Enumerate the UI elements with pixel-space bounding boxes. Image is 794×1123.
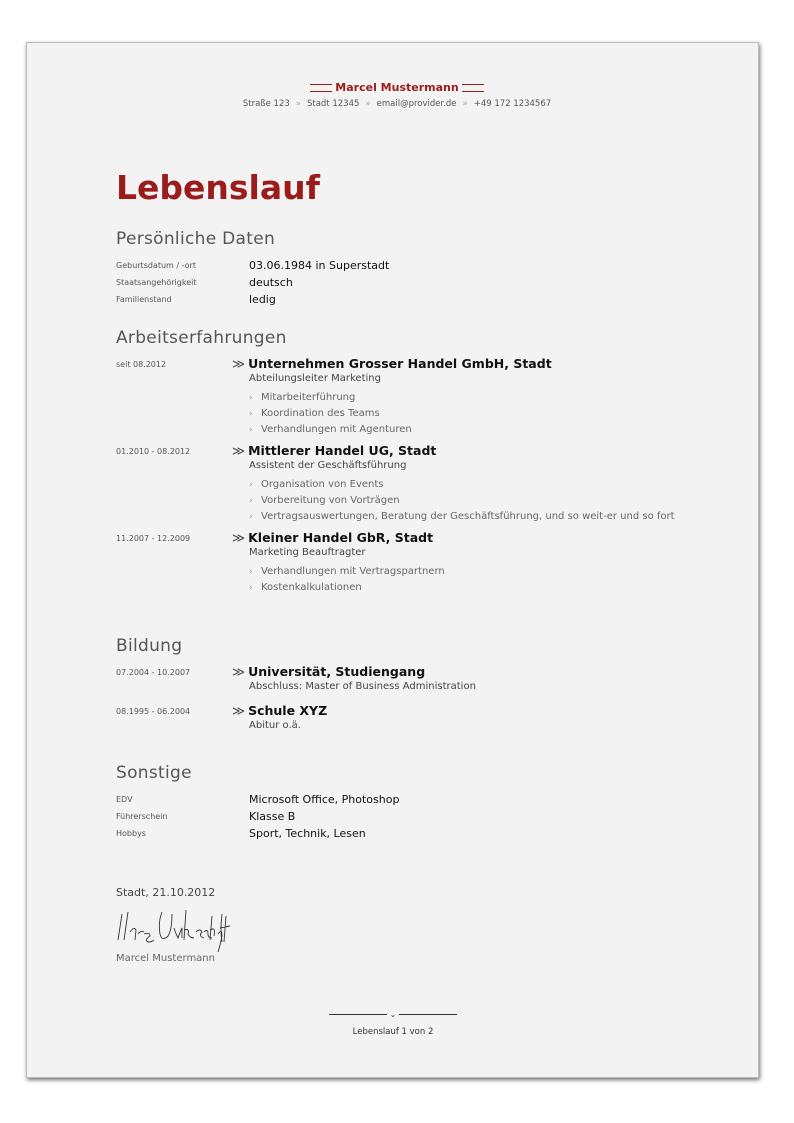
page-number: Lebenslauf 1 von 2 <box>352 1027 434 1037</box>
chevron-right-icon: › <box>249 480 253 490</box>
bullet-text: Mitarbeiterführung <box>261 392 356 403</box>
bullet-text: Kostenkalkulationen <box>261 582 362 593</box>
bullet-item <box>249 493 676 509</box>
bullet-item <box>249 509 676 525</box>
chevron-right-icon: › <box>249 425 253 435</box>
bullet-text: Vertragsauswertungen, Beratung der Geschäftsführung, und so weit-er und so fort <box>261 511 675 522</box>
bullet-item <box>249 406 676 422</box>
chevron-right-icon: › <box>249 393 253 403</box>
bullet-item <box>249 390 676 406</box>
entry-title: Mittlerer Handel UG, Stadt <box>248 443 437 458</box>
email: email@provider.de <box>376 99 457 109</box>
bullet-item <box>249 564 676 580</box>
chevron-double-icon: ≫ <box>232 443 246 458</box>
entry-date: 11.2007 - 12.2009 <box>116 534 191 543</box>
page-footer <box>326 1010 460 1037</box>
section-heading: Sonstige <box>116 763 192 783</box>
entry-date: 07.2004 - 10.2007 <box>116 668 191 677</box>
entry-date: 08.1995 - 06.2004 <box>116 707 191 716</box>
chevron-double-icon: ≫ <box>232 703 246 718</box>
document-title: Lebenslauf <box>116 168 320 207</box>
entry <box>116 664 676 698</box>
header-name-text: Marcel Mustermann <box>335 81 459 94</box>
place-date: Stadt, 21.10.2012 <box>116 886 216 899</box>
entry <box>116 356 676 438</box>
info-value: Sport, Technik, Lesen <box>249 827 366 840</box>
info-label: Familienstand <box>116 295 172 304</box>
chevron-double-icon: ≫ <box>232 664 246 679</box>
entry-subtitle: Abteilungsleiter Marketing <box>249 373 381 384</box>
entry <box>116 703 676 737</box>
chevron-right-icon: › <box>249 583 253 593</box>
chevron-double-icon: » <box>462 99 468 109</box>
decor-lines-icon <box>310 84 332 92</box>
bullet-item <box>249 422 676 438</box>
entry-subtitle: Marketing Beauftragter <box>249 547 366 558</box>
section-heading: Arbeitserfahrungen <box>116 328 287 348</box>
chevron-right-icon: › <box>249 567 253 577</box>
info-row <box>116 257 676 274</box>
bullet-item <box>249 580 676 596</box>
bullet-text: Koordination des Teams <box>261 408 380 419</box>
entry-date: seit 08.2012 <box>116 360 167 369</box>
entry-title: Unternehmen Grosser Handel GmbH, Stadt <box>248 356 552 371</box>
section-other <box>116 763 676 842</box>
info-value: Klasse B <box>249 810 296 823</box>
chevron-double-icon: ≫ <box>232 356 246 371</box>
info-value: 03.06.1984 in Superstadt <box>249 259 390 272</box>
info-value: Microsoft Office, Photoshop <box>249 793 400 806</box>
address-street: Straße 123 <box>242 99 290 109</box>
info-label: Staatsangehörigkeit <box>116 278 197 287</box>
entry-title: Kleiner Handel GbR, Stadt <box>248 530 434 545</box>
chevron-double-icon: ≫ <box>232 530 246 545</box>
chevron-right-icon: › <box>249 512 253 522</box>
entry <box>116 530 676 596</box>
info-label: EDV <box>116 795 133 804</box>
info-label: Geburtsdatum / -ort <box>116 261 196 270</box>
phone: +49 172 1234567 <box>473 99 552 109</box>
bullet-text: Vorbereitung von Vorträgen <box>261 495 400 506</box>
chevron-right-icon: › <box>249 409 253 419</box>
header-contact <box>0 99 794 109</box>
info-row <box>116 274 676 291</box>
header-name <box>0 81 794 94</box>
decor-lines-icon <box>462 84 484 92</box>
bullet-text: Verhandlungen mit Agenturen <box>261 424 412 435</box>
section-heading: Persönliche Daten <box>116 229 276 249</box>
chevron-double-icon: » <box>365 99 371 109</box>
section-personal <box>116 229 676 308</box>
info-row <box>116 291 676 308</box>
entry-date: 01.2010 - 08.2012 <box>116 447 191 456</box>
chevron-right-icon: › <box>249 496 253 506</box>
bullet-item <box>249 477 676 493</box>
info-label: Führerschein <box>116 812 168 821</box>
entry-title: Universität, Studiengang <box>248 664 426 679</box>
info-value: ledig <box>249 293 276 306</box>
info-row <box>116 791 676 808</box>
info-row <box>116 825 676 842</box>
bullet-text: Verhandlungen mit Vertragspartnern <box>261 566 445 577</box>
entry-subtitle: Abitur o.ä. <box>249 720 301 731</box>
chevron-double-icon: » <box>295 99 301 109</box>
chevron-down-icon: ⌄ <box>389 1010 397 1019</box>
entry-subtitle: Assistent der Geschäftsführung <box>249 460 407 471</box>
entry <box>116 443 676 525</box>
info-row <box>116 808 676 825</box>
section-education <box>116 636 676 742</box>
bullet-text: Organisation von Events <box>261 479 384 490</box>
section-heading: Bildung <box>116 636 183 656</box>
info-value: deutsch <box>249 276 293 289</box>
signature <box>114 906 254 958</box>
entry-subtitle: Abschluss: Master of Business Administration <box>249 681 476 692</box>
entry-title: Schule XYZ <box>248 703 328 718</box>
address-city: Stadt 12345 <box>307 99 360 109</box>
info-label: Hobbys <box>116 829 146 838</box>
section-work <box>116 328 676 601</box>
signature-name: Marcel Mustermann <box>116 953 215 964</box>
